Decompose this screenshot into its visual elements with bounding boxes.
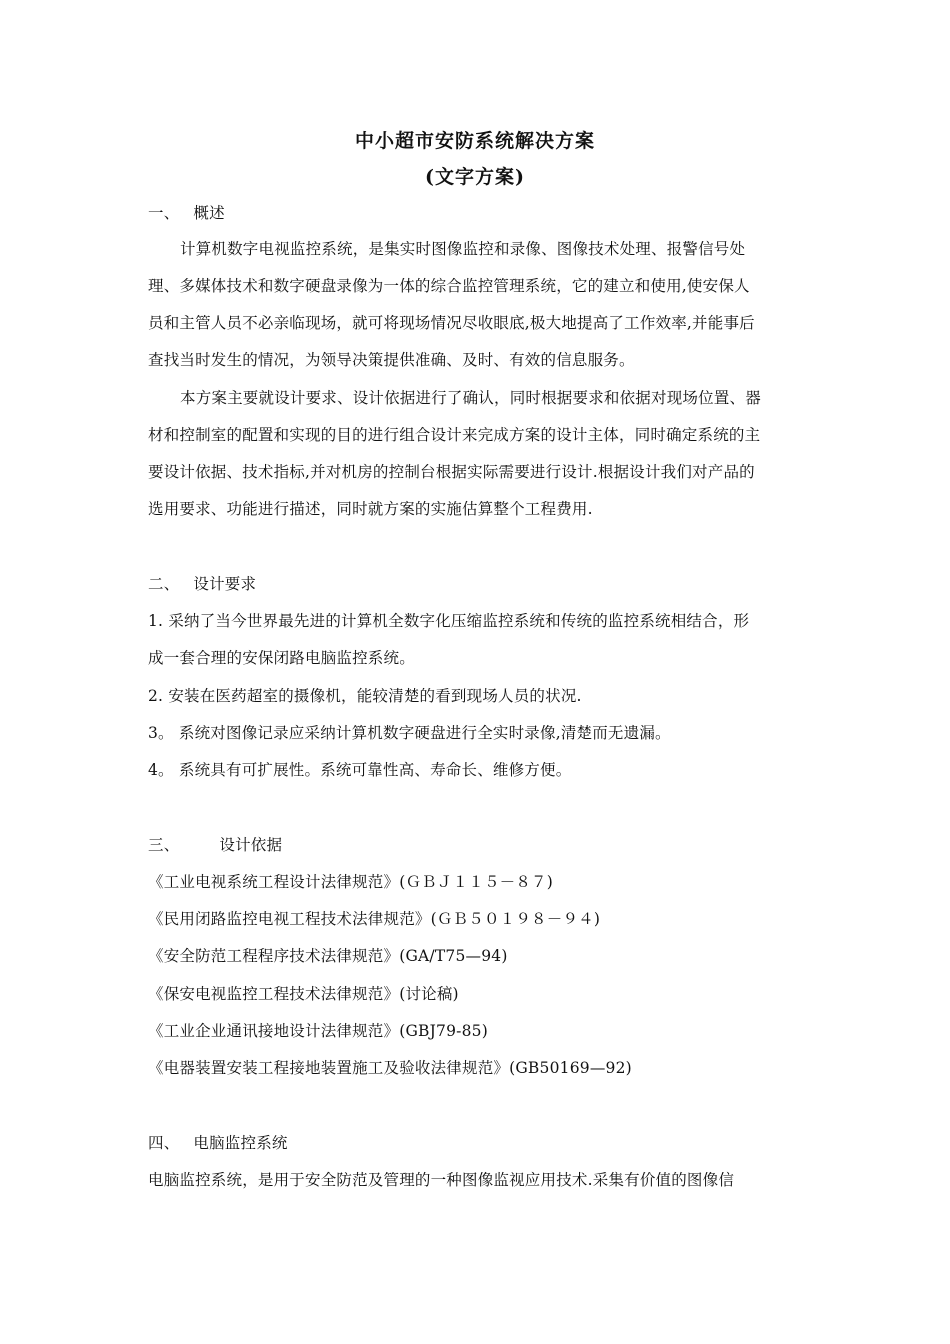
section-heading-1 (148, 201, 808, 225)
paragraph-line: 本方案主要就设计要求、设计依据进行了确认，同时根据要求和依据对现场位置、器 (180, 389, 761, 407)
paragraph-line: 查找当时发生的情况，为领导决策提供准确、及时、有效的信息服务。 (148, 351, 635, 369)
paragraph-line: 选用要求、功能进行描述，同时就方案的实施估算整个工程费用. (148, 500, 593, 518)
paragraph-line: 计算机数字电视监控系统，是集实时图像监控和录像、图像技术处理、报警信号处 (180, 240, 746, 258)
paragraph-line: 电脑监控系统，是用于安全防范及管理的一种图像监视应用技术.采集有价值的图像信 (148, 1171, 735, 1189)
standard-reference: 《安全防范工程程序技术法律规范》(GA/T75—94) (148, 947, 508, 965)
section-title: 设计依据 (219, 836, 283, 854)
section-heading-2 (148, 572, 808, 596)
paragraph-line: 材和控制室的配置和实现的目的进行组合设计来完成方案的设计主体，同时确定系统的主 (148, 426, 761, 444)
requirement-line: 1. 采纳了当今世界最先进的计算机全数字化压缩监控系统和传统的监控系统相结合，形 (148, 612, 750, 630)
requirement-line: 3。 系统对图像记录应采纳计算机数字硬盘进行全实时录像,清楚而无遗漏。 (148, 724, 671, 742)
section-title: 设计要求 (193, 575, 257, 593)
document-subtitle: (文字方案) (425, 166, 525, 188)
standard-reference: 《工业企业通讯接地设计法律规范》(GBJ79-85) (148, 1022, 488, 1040)
section-number: 四、 (148, 1134, 180, 1152)
section-number: 一、 (148, 204, 180, 222)
paragraph-line: 理、多媒体技术和数字硬盘录像为一体的综合监控管理系统，它的建立和使用,使安保人 (148, 277, 750, 295)
standard-reference: 《工业电视系统工程设计法律规范》(ＧＢＪ１１５－８７) (148, 873, 553, 891)
section-title: 电脑监控系统 (193, 1134, 288, 1152)
document-title: 中小超市安防系统解决方案 (354, 130, 595, 152)
section-title: 概述 (193, 204, 225, 222)
requirement-line: 4。 系统具有可扩展性。系统可靠性高、寿命长、维修方便。 (148, 761, 572, 779)
section-heading-3 (148, 833, 808, 857)
paragraph-line: 员和主管人员不必亲临现场，就可将现场情况尽收眼底,极大地提高了工作效率,并能事后 (148, 314, 755, 332)
standard-reference: 《民用闭路监控电视工程技术法律规范》(ＧＢ５０１９８－９４) (148, 910, 601, 928)
section-number: 二、 (148, 575, 180, 593)
standard-reference: 《电器装置安装工程接地装置施工及验收法律规范》(GB50169—92) (148, 1059, 632, 1077)
section-heading-4 (148, 1131, 808, 1155)
section-number: 三、 (148, 836, 180, 854)
requirement-line: 成一套合理的安保闭路电脑监控系统。 (148, 649, 415, 667)
paragraph-line: 要设计依据、技术指标,并对机房的控制台根据实际需要进行设计.根据设计我们对产品的 (148, 463, 755, 481)
standard-reference: 《保安电视监控工程技术法律规范》(讨论稿) (148, 985, 459, 1003)
requirement-line: 2. 安装在医药超室的摄像机，能较清楚的看到现场人员的状况. (148, 687, 582, 705)
